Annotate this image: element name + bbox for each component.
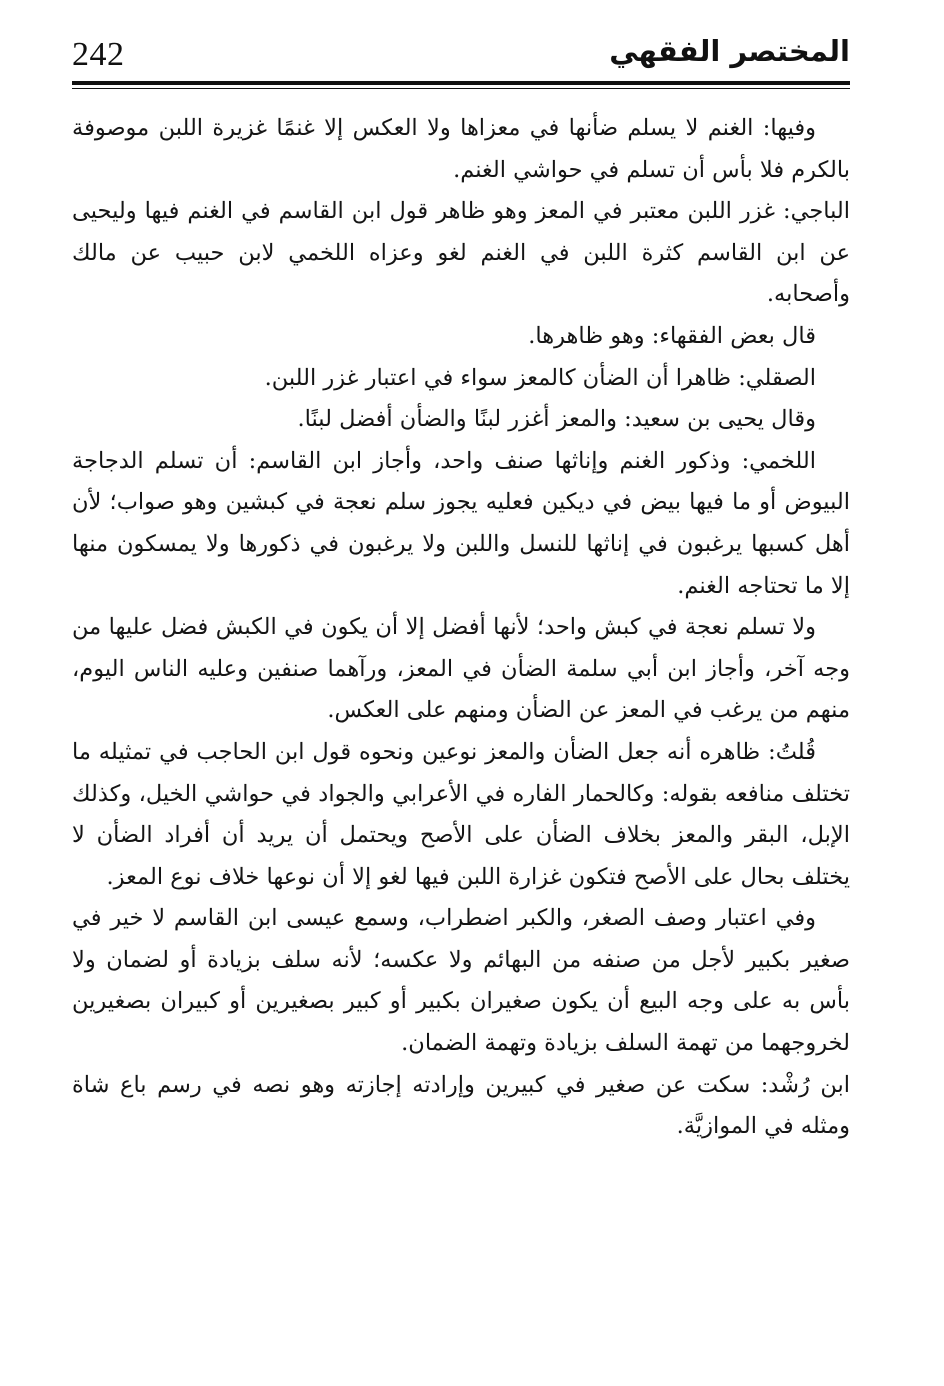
page-number: 242 — [72, 36, 125, 73]
paragraph: الصقلي: ظاهرا أن الضأن كالمعز سواء في اعتبار غزر اللبن. — [264, 364, 816, 391]
paragraph: وفيها: الغنم لا يسلم ضأنها في معزاها ولا العكس إلا غنمًا غزيرة اللبن موصوفة بالكرم فلا بأس أن تسلم في حواشي الغنم. — [72, 115, 850, 183]
header-rule-thick — [72, 81, 850, 85]
paragraph: وقال يحيى بن سعيد: والمعز أغزر لبنًا والضأن أفضل لبنًا. — [297, 406, 816, 433]
body-text — [72, 108, 850, 1148]
paragraph: الباجي: غزر اللبن معتبر في المعز وهو ظاهر قول ابن القاسم في الغنم فيها وليحيى عن ابن القاسم كثرة اللبن في الغنم لغو وعزاه اللخمي لابن حبيب عن مالك وأصحابه. — [72, 198, 850, 308]
running-title: المختصر الفقهي — [609, 34, 850, 68]
paragraph: وفي اعتبار وصف الصغر، والكبر اضطراب، وسمع عيسى ابن القاسم لا خير في صغير بكبير لأجل من صنفه من البهائم ولا عكسه؛ لأنه سلف بزيادة أو لضمان ولا بأس به على وجه البيع أن يكون صغيران بكبير أو كبير بصغيرين أو كبيران بصغيرين لخروجهما من تهمة السلف بزيادة وتهمة الضمان. — [72, 905, 850, 1057]
paragraph: ولا تسلم نعجة في كبش واحد؛ لأنها أفضل إلا أن يكون في الكبش فضل عليها من وجه آخر، وأجاز ابن أبي سلمة الضأن في المعز، ورآهما صنفين وعليه الناس اليوم، منهم من يرغب في المعز عن الضأن ومنهم على العكس. — [72, 614, 850, 724]
header-rule-thin — [72, 88, 850, 89]
paragraph: قال بعض الفقهاء: وهو ظاهرها. — [528, 322, 816, 349]
paragraph: قُلتُ: ظاهره أنه جعل الضأن والمعز نوعين ونحوه قول ابن الحاجب في تمثيله ما تختلف منافعه بقوله: وكالحمار الفاره في الأعرابي والجواد في حواشي الخيل، وكذلك الإبل، البقر والمعز بخلاف الضأن على الأصح ويحتمل أن يريد أن أفراد الضأن لا يختلف بحال على الأصح فتكون غزارة اللبن فيها لغو إلا أن نوعها خلاف نوع المعز. — [72, 738, 850, 890]
page-header — [72, 32, 850, 82]
paragraph: ابن رُشْد: سكت عن صغير في كبيرين وإرادته إجازته وهو نصه في رسم باع شاة ومثله في الموازيَّة. — [72, 1071, 850, 1140]
paragraph: اللخمي: وذكور الغنم وإناثها صنف واحد، وأجاز ابن القاسم: أن تسلم الدجاجة البيوض أو ما فيها بيض في ديكين فعليه يجوز سلم نعجة في كبشين وهو صواب؛ لأن أهل كسبها يرغبون في إناثها للنسل واللبن ولا يرغبون في ذكورها ولا يمسكون منها إلا ما تحتاجه الغنم. — [72, 447, 850, 599]
